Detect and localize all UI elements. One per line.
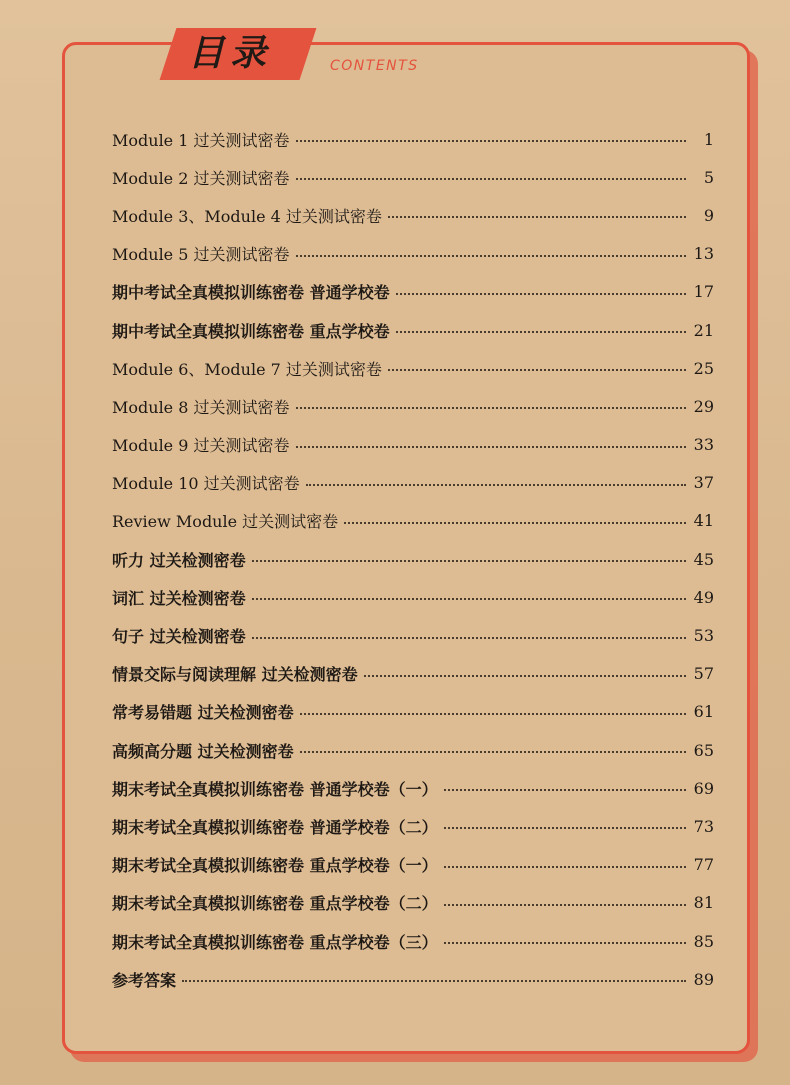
toc-entry-title: 高频高分题 过关检测密卷: [112, 741, 294, 761]
toc-entry[interactable]: [112, 311, 714, 349]
page-subtitle: CONTENTS: [330, 58, 419, 74]
toc-entry[interactable]: [112, 693, 714, 731]
toc-entry-title: 常考易错题 过关检测密卷: [112, 703, 294, 723]
dot-leader: [300, 751, 686, 753]
toc-entry[interactable]: [112, 846, 714, 884]
dot-leader: [444, 827, 686, 829]
dot-leader: [364, 675, 686, 677]
toc-entry-title: Module 8 过关测试密卷: [112, 397, 290, 417]
toc-entry[interactable]: [112, 540, 714, 578]
toc-entry-page: 45: [693, 549, 714, 569]
dot-leader: [252, 598, 686, 600]
dot-leader: [252, 560, 686, 562]
toc-entry-title: 期末考试全真模拟训练密卷 重点学校卷（二）: [112, 894, 438, 914]
toc-entry[interactable]: [112, 769, 714, 807]
toc-entry-page: 1: [703, 129, 714, 149]
toc-entry[interactable]: [112, 273, 714, 311]
toc-entry-title: Module 5 过关测试密卷: [112, 245, 290, 265]
toc-entry-page: 81: [693, 893, 714, 913]
toc-entry[interactable]: [112, 578, 714, 616]
toc-entry[interactable]: [112, 464, 714, 502]
toc-entry[interactable]: [112, 387, 714, 425]
toc-entry-page: 61: [693, 702, 714, 722]
toc-entry-page: 5: [703, 167, 714, 187]
toc-entry-title: 句子 过关检测密卷: [112, 627, 246, 647]
toc-entry[interactable]: [112, 731, 714, 769]
toc-entry-title: Module 3、Module 4 过关测试密卷: [112, 206, 382, 226]
toc-entry-page: 13: [693, 244, 714, 264]
toc-entry-page: 89: [693, 969, 714, 989]
toc-entry-page: 69: [693, 778, 714, 798]
dot-leader: [296, 446, 686, 448]
dot-leader: [444, 942, 686, 944]
dot-leader: [182, 980, 686, 982]
toc-entry-page: 65: [693, 740, 714, 760]
toc-entry-title: 期末考试全真模拟训练密卷 普通学校卷（二）: [112, 817, 438, 837]
toc-entry[interactable]: [112, 426, 714, 464]
toc-entry-title: 期末考试全真模拟训练密卷 普通学校卷（一）: [112, 779, 438, 799]
toc-entry-page: 41: [693, 511, 714, 531]
toc-entry-page: 37: [693, 473, 714, 493]
toc-entry[interactable]: [112, 960, 714, 998]
toc-entry-page: 77: [693, 855, 714, 875]
toc-entry-page: 53: [693, 626, 714, 646]
toc-entry[interactable]: [112, 655, 714, 693]
toc-entry-page: 57: [693, 664, 714, 684]
toc-entry[interactable]: [112, 349, 714, 387]
toc-entry-title: Module 1 过关测试密卷: [112, 130, 290, 150]
dot-leader: [388, 216, 686, 218]
toc-entry-page: 29: [693, 396, 714, 416]
toc-entry[interactable]: [112, 502, 714, 540]
toc-entry-title: 听力 过关检测密卷: [112, 550, 246, 570]
toc-entry[interactable]: [112, 120, 714, 158]
toc-entry-title: 情景交际与阅读理解 过关检测密卷: [112, 665, 358, 685]
toc-entry-title: 期中考试全真模拟训练密卷 普通学校卷: [112, 283, 390, 303]
toc-entry-title: Review Module 过关测试密卷: [112, 512, 339, 532]
toc-entry[interactable]: [112, 807, 714, 845]
toc-entry-page: 17: [693, 282, 714, 302]
toc-entry-page: 85: [693, 931, 714, 951]
toc-entry-page: 49: [693, 587, 714, 607]
dot-leader: [296, 178, 686, 180]
toc-entry-page: 33: [693, 435, 714, 455]
toc-entry-title: Module 9 过关测试密卷: [112, 436, 290, 456]
dot-leader: [396, 293, 686, 295]
toc-entry[interactable]: [112, 616, 714, 654]
dot-leader: [444, 904, 686, 906]
dot-leader: [296, 140, 686, 142]
toc-entry-page: 9: [703, 205, 714, 225]
toc-entry-page: 25: [693, 358, 714, 378]
toc-entry-title: 期中考试全真模拟训练密卷 重点学校卷: [112, 321, 390, 341]
dot-leader: [306, 484, 686, 486]
toc-entry-title: 期末考试全真模拟训练密卷 重点学校卷（三）: [112, 932, 438, 952]
toc-entry[interactable]: [112, 884, 714, 922]
table-of-contents: [112, 120, 714, 1000]
toc-entry-title: Module 10 过关测试密卷: [112, 474, 300, 494]
toc-entry-title: 参考答案: [112, 970, 177, 990]
toc-entry-title: 期末考试全真模拟训练密卷 重点学校卷（一）: [112, 856, 438, 876]
toc-entry[interactable]: [112, 158, 714, 196]
dot-leader: [444, 789, 686, 791]
dot-leader: [388, 369, 686, 371]
page-title: 目录: [188, 33, 273, 74]
toc-entry-title: 词汇 过关检测密卷: [112, 588, 246, 608]
dot-leader: [300, 713, 686, 715]
dot-leader: [444, 866, 686, 868]
toc-entry-page: 73: [693, 816, 714, 836]
dot-leader: [252, 637, 686, 639]
dot-leader: [296, 255, 686, 257]
toc-entry[interactable]: [112, 922, 714, 960]
dot-leader: [296, 407, 686, 409]
dot-leader: [344, 522, 686, 524]
toc-entry-page: 21: [693, 320, 714, 340]
toc-entry[interactable]: [112, 235, 714, 273]
dot-leader: [396, 331, 686, 333]
toc-entry-title: Module 2 过关测试密卷: [112, 168, 290, 188]
toc-entry-title: Module 6、Module 7 过关测试密卷: [112, 359, 382, 379]
toc-entry[interactable]: [112, 196, 714, 234]
